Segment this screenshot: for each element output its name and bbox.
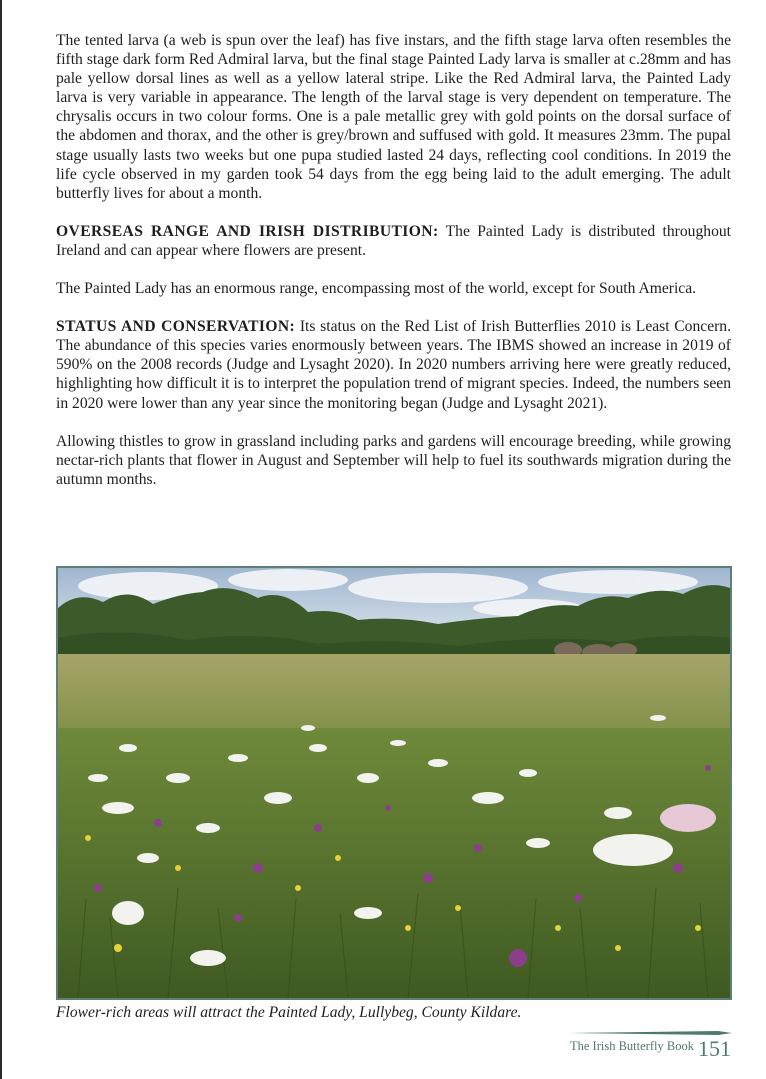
meadow-photo <box>56 566 732 1000</box>
page-number: 151 <box>698 1036 731 1061</box>
meadow-photo-illustration <box>58 568 730 998</box>
page-left-edge-rule <box>0 0 2 1079</box>
footer-book-title: The Irish Butterfly Book <box>570 1039 694 1053</box>
pink-umbel <box>660 804 716 832</box>
section-heading-status-conservation: STATUS AND CONSERVATION: <box>56 318 296 336</box>
paragraph-status-conservation <box>56 317 731 412</box>
paragraph-world-range <box>56 279 731 298</box>
body-text <box>56 31 731 508</box>
paragraph-larva-description <box>56 31 731 203</box>
paragraph-text: Allowing thistles to grow in grassland including parks and gardens will encourage breeding, while growing nectar-rich plants that flower in August and September will help to fuel its southwards migration during the autumn months. <box>56 432 731 488</box>
section-heading-overseas-range: OVERSEAS RANGE AND IRISH DISTRIBUTION: <box>56 222 439 240</box>
figure-caption: Flower-rich areas will attract the Painted Lady, Lullybeg, County Kildare. <box>56 1004 522 1021</box>
paragraph-text: Its status on the Red List of Irish Butterflies 2010 is Least Concern. The abundance of this species varies enormously between years. The IBMS showed an increase in 2019 of 590% on the 2008 records (Judge and Lysaght 2020). In 2020 numbers arriving here were greatly reduced, highlighting how difficult it is to interpret the population trend of migrant species. Indeed, the numbers seen in 2020 were lower than any year since the monitoring began (Judge and Lysaght 2021). <box>56 318 732 412</box>
paragraph-text: The tented larva (a web is spun over the leaf) has five instars, and the fifth stage larva often resembles the fifth stage dark form Red Admiral larva, but the final stage Painted Lady larva is smaller at c.28mm and has pale yellow dorsal lines as well as a yellow lateral stripe. Like the Red Admiral larva, the Painted Lady larva is very variable in appearance. The length of the larval stage is very dependent on temperature. The chrysalis occurs in two colour forms. One is a pale metallic grey with gold points on the dorsal surface of the abdomen and thorax, and the other is grey/brown and suffused with gold. It measures 23mm. The pupal stage usually lasts two weeks but one pupa studied lasted 24 days, reflecting cool conditions. In 2019 the life cycle observed in my garden took 54 days from the egg being laid to the adult emerging. The adult butterfly lives for about a month. <box>56 32 731 202</box>
paragraph-text: The Painted Lady has an enormous range, encompassing most of the world, except for South America. <box>56 280 697 298</box>
paragraph-text: The Painted Lady is distributed throughout Ireland and can appear where flowers are present. <box>56 222 731 259</box>
paragraph-overseas-range <box>56 222 731 260</box>
paragraph-habitat-advice <box>56 432 731 489</box>
